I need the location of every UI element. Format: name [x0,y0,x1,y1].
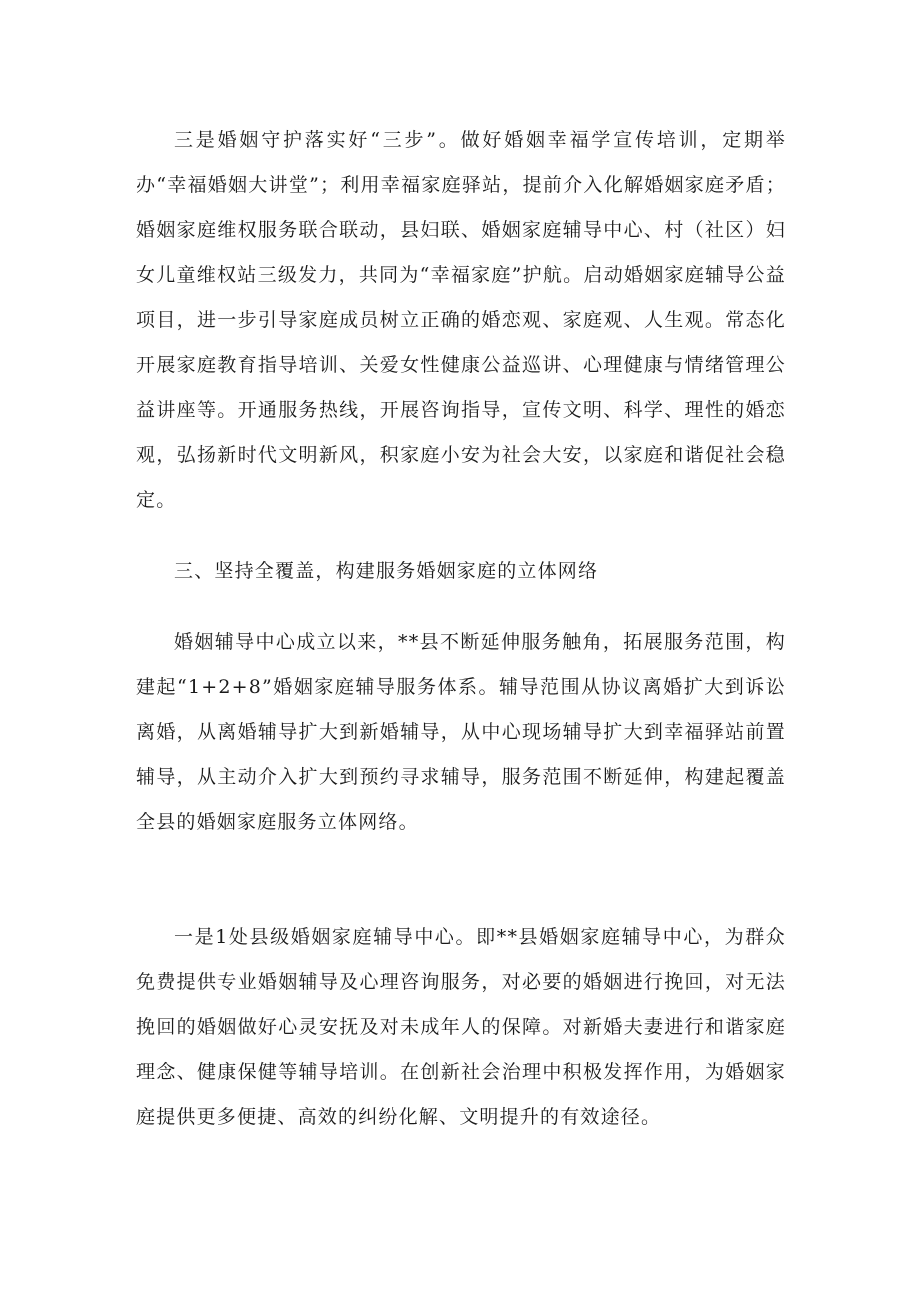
document-body [136,118,786,1140]
paragraph-county-center: 一是1处县级婚姻家庭辅导中心。即**县婚姻家庭辅导中心，为群众免费提供专业婚姻辅导及心理咨询服务，对必要的婚姻进行挽回，对无法挽回的婚姻做好心灵安抚及对未成年人的保障。对新婚夫妻进行和谐家庭理念、健康保健等辅导培训。在创新社会治理中积极发挥作用，为婚姻家庭提供更多便捷、高效的纠纷化解、文明提升的有效途径。 [136,926,786,1128]
paragraph-service-system: 婚姻辅导中心成立以来，**县不断延伸服务触角，拓展服务范围，构建起“1+2+8”婚姻家庭辅导服务体系。辅导范围从协议离婚扩大到诉讼离婚，从离婚辅导扩大到新婚辅导，从中心现场辅导扩大到幸福驿站前置辅导，从主动介入扩大到预约寻求辅导，服务范围不断延伸，构建起覆盖全县的婚姻家庭服务立体网络。 [136,631,786,833]
paragraph-three-steps: 三是婚姻守护落实好“三步”。做好婚姻幸福学宣传培训，定期举办“幸福婚姻大讲堂”；利用幸福家庭驿站，提前介入化解婚姻家庭矛盾；婚姻家庭维权服务联合联动，县妇联、婚姻家庭辅导中心、村（社区）妇女儿童维权站三级发力，共同为“幸福家庭”护航。启动婚姻家庭辅导公益项目，进一步引导家庭成员树立正确的婚恋观、家庭观、人生观。常态化开展家庭教育指导培训、关爱女性健康公益巡讲、心理健康与情绪管理公益讲座等。开通服务热线，开展咨询指导，宣传文明、科学、理性的婚恋观，弘扬新时代文明新风，积家庭小安为社会大安，以家庭和谐促社会稳定。 [136,129,786,511]
section-heading: 三、坚持全覆盖，构建服务婚姻家庭的立体网络 [174,560,599,582]
